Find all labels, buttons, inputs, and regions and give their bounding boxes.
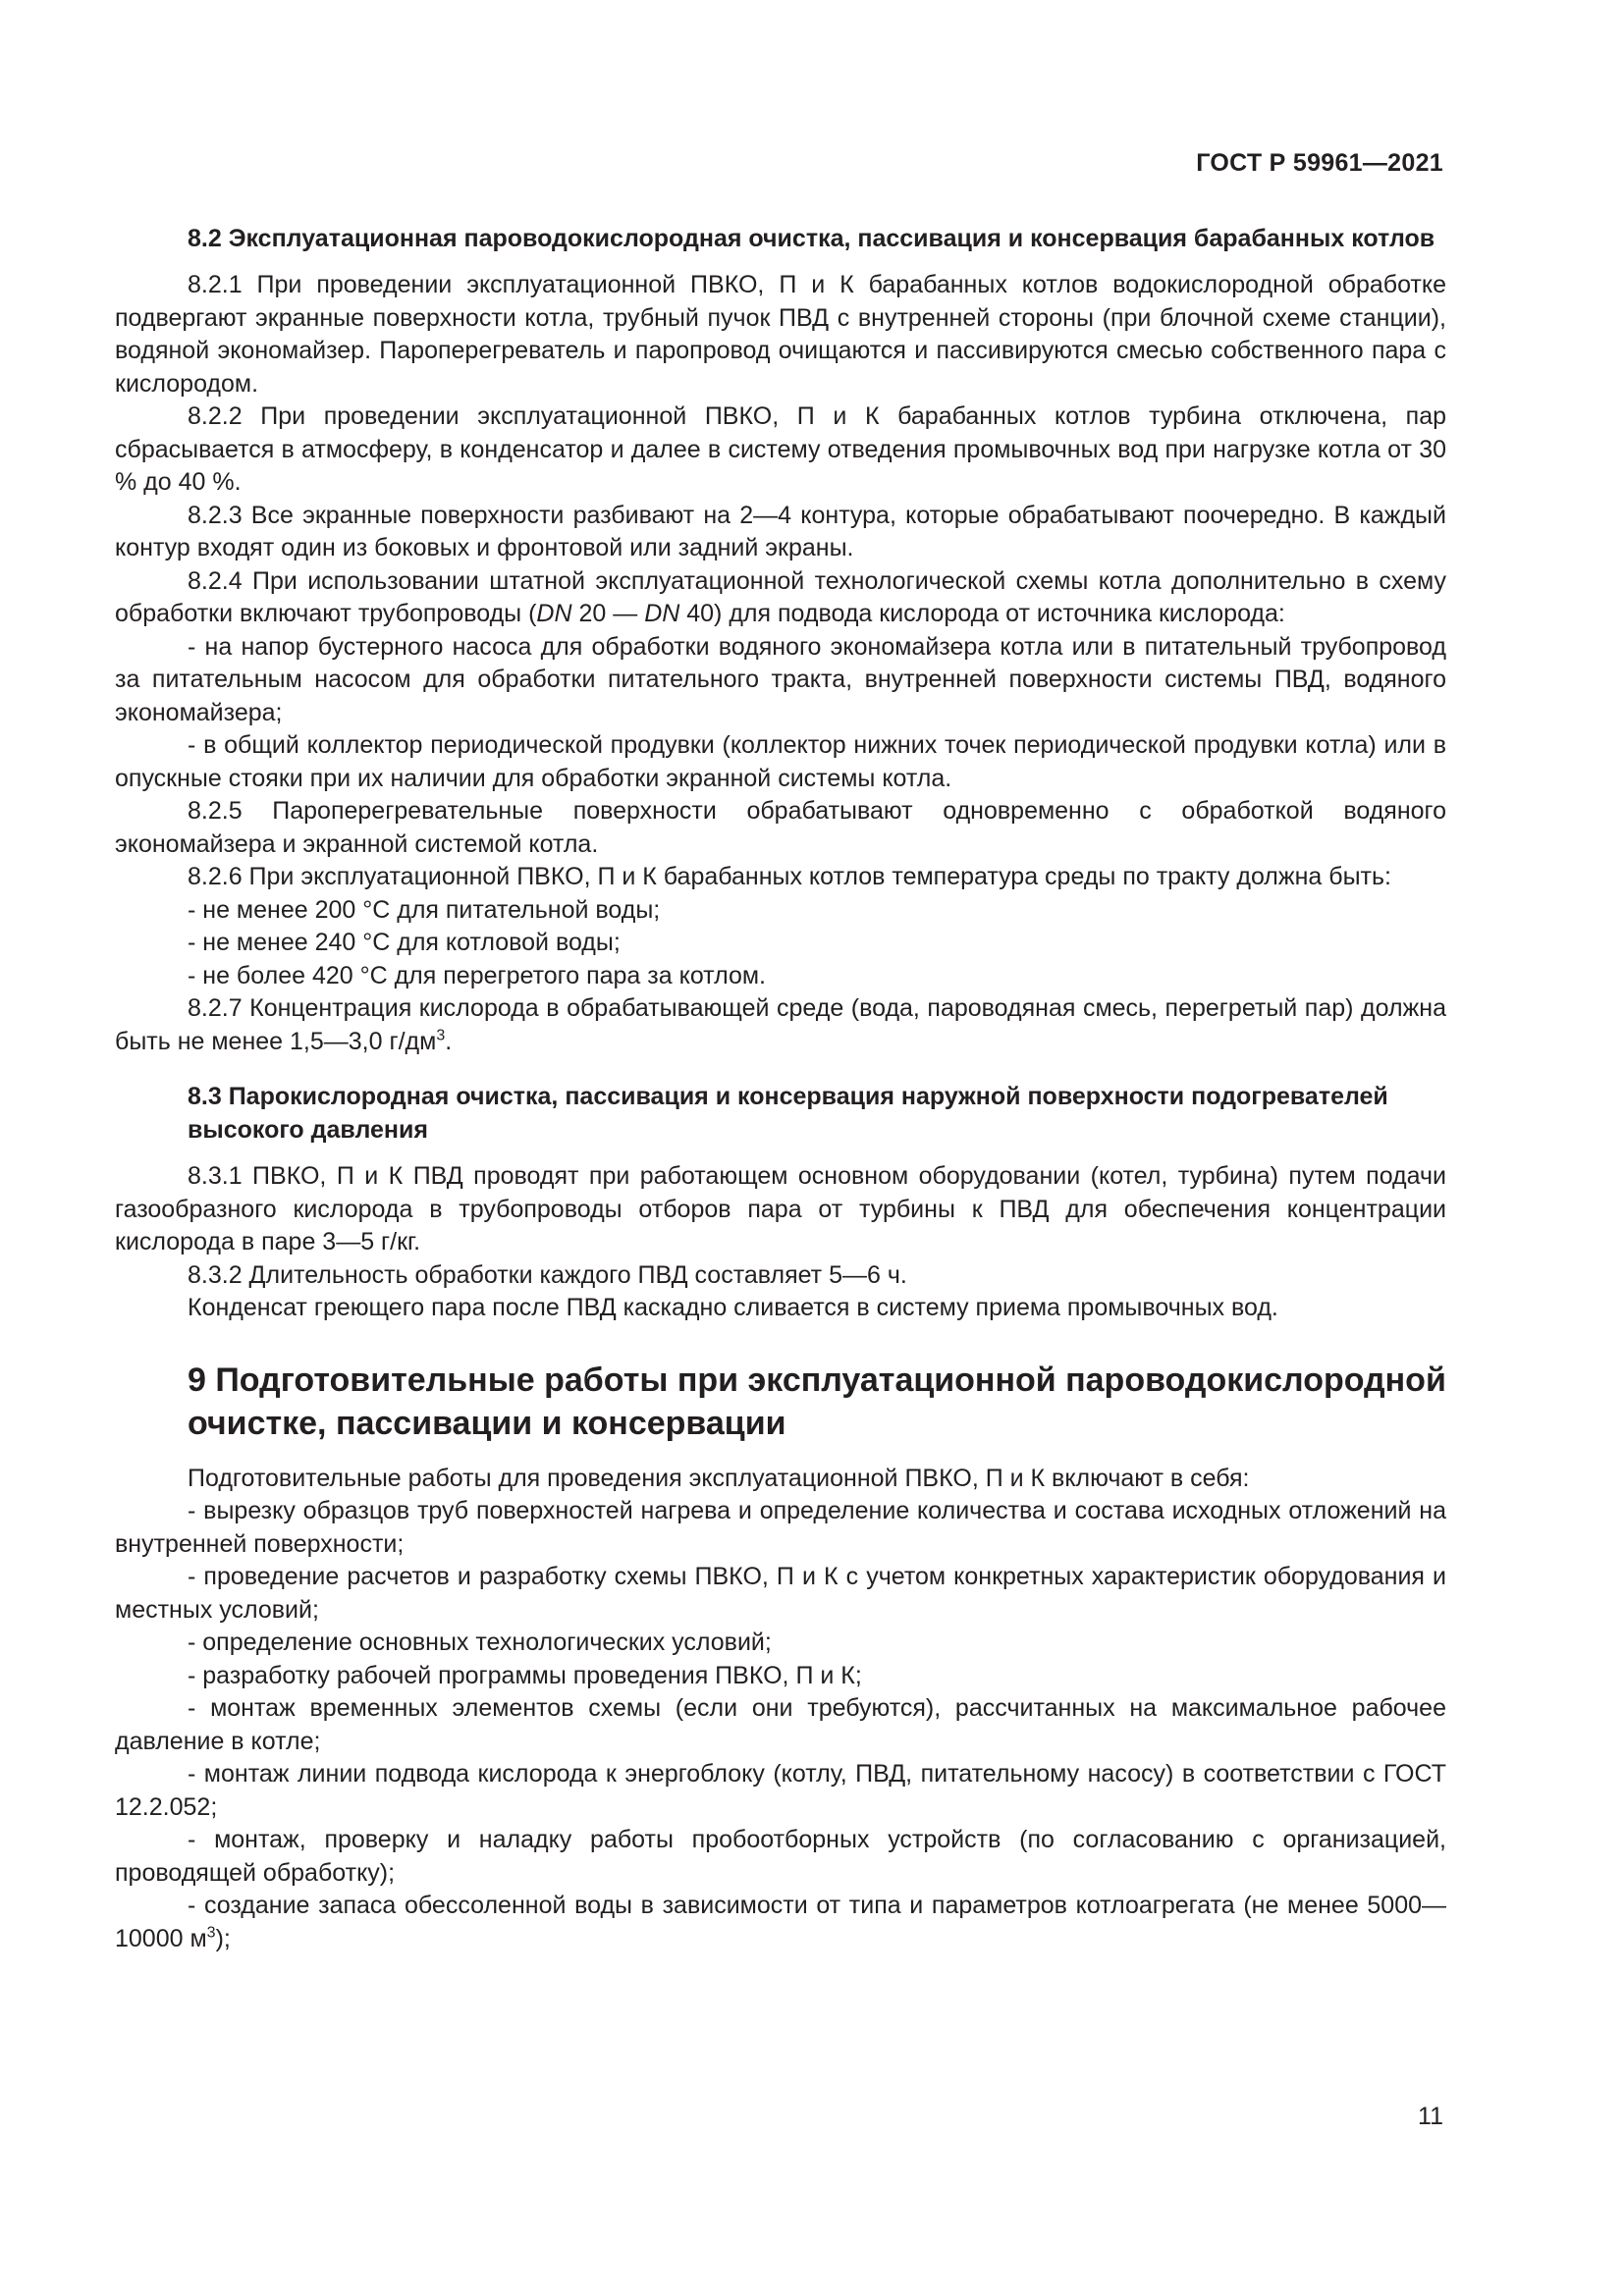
paragraph-8-2-6: 8.2.6 При эксплуатационной ПВКО, П и К барабанных котлов температура среды по тракту должна быть: xyxy=(188,863,1391,890)
list-item: - не менее 240 °С для котловой воды; xyxy=(188,929,621,956)
list-item: - монтаж линии подвода кислорода к энергоблоку (котлу, ПВД, питательному насосу) в соответствии с ГОСТ 12.2.052; xyxy=(115,1760,1446,1821)
document-header: ГОСТ Р 59961—2021 xyxy=(1196,149,1443,177)
paragraph-8-2-4: 8.2.4 При использовании штатной эксплуатационной технологической схемы котла дополнительно в схему обработки включают трубопроводы (DN 20 — DN 40) для подвода кислорода от источника кислорода: xyxy=(115,566,1446,627)
paragraph-8-3-2: 8.3.2 Длительность обработки каждого ПВД составляет 5—6 ч. xyxy=(188,1260,907,1289)
list-item: - проведение расчетов и разработку схемы ПВКО, П и К с учетом конкретных характеристик оборудования и местных условий; xyxy=(115,1563,1446,1624)
page-number: 11 xyxy=(1418,2103,1443,2130)
section-8-3-title: 8.3 Парокислородная очистка, пассивация и консервация наружной поверхности подогревателей высокого давления xyxy=(188,1083,1388,1144)
document-body xyxy=(115,222,1446,1955)
list-item: - определение основных технологических условий; xyxy=(188,1629,772,1656)
paragraph-8-2-7: 8.2.7 Концентрация кислорода в обрабатывающей среде (вода, пароводяная смесь, перегретый пар) должна быть не менее 1,5—3,0 $г/дм^3$. xyxy=(115,994,1446,1055)
paragraph-8-2-3: 8.2.3 Все экранные поверхности разбивают на 2—4 контура, которые обрабатывают поочередно. В каждый контур входят один из боковых и фронтовой или задний экраны. xyxy=(115,501,1446,561)
paragraph-8-2-5: 8.2.5 Пароперегревательные поверхности обрабатывают одновременно с обработкой водяного экономайзера и экранной системой котла. xyxy=(115,797,1446,858)
section-8-2-title: 8.2 Эксплуатационная пароводокислородная очистка, пассивация и консервация барабанных котлов xyxy=(188,225,1435,252)
list-item: - в общий коллектор периодической продувки (коллектор нижних точек периодической продувки котла) или в опускные стояки при их наличии для обработки экранной системы котла. xyxy=(115,731,1446,792)
list-item: - создание запаса обессоленной воды в зависимости от типа и параметров котлоагрегата (не менее 5000—10000 $м^3$); xyxy=(115,1892,1446,1952)
list-item: - не более 420 °С для перегретого пара за котлом. xyxy=(188,961,766,989)
paragraph-8-3-3: Конденсат греющего пара после ПВД каскадно сливается в систему приема промывочных вод. xyxy=(188,1294,1278,1321)
paragraph-8-3-1: 8.3.1 ПВКО, П и К ПВД проводят при работающем основном оборудовании (котел, турбина) путем подачи газообразного кислорода в трубопроводы отборов пара от турбины к ПВД для обеспечения концентрации кислорода в паре 3—5 г/кг. xyxy=(115,1162,1446,1255)
paragraph-9-intro: Подготовительные работы для проведения эксплуатационной ПВКО, П и К включают в себя: xyxy=(188,1464,1250,1492)
paragraph-8-2-1: 8.2.1 При проведении эксплуатационной ПВКО, П и К барабанных котлов водокислородной обработке подвергают экранные поверхности котла, трубный пучок ПВД с внутренней стороны (при блочной схеме станции), водяной экономайзер. Пароперегреватель и паропровод очищаются и пассивируются смесью собственного пара с кислородом. xyxy=(115,271,1446,398)
list-item: - монтаж временных элементов схемы (если они требуются), рассчитанных на максимальное рабочее давление в котле; xyxy=(115,1694,1446,1755)
chapter-9-title: 9 Подготовительные работы при эксплуатационной пароводокислородной очистке, пассивации и консервации xyxy=(188,1361,1446,1442)
list-item: - разработку рабочей программы проведения ПВКО, П и К; xyxy=(188,1661,862,1689)
list-item: - на напор бустерного насоса для обработки водяного экономайзера котла или в питательный трубопровод за питательным насосом для обработки питательного тракта, внутренней поверхности системы ПВД, водяного экономайзера; xyxy=(115,632,1446,726)
paragraph-8-2-2: 8.2.2 При проведении эксплуатационной ПВКО, П и К барабанных котлов турбина отключена, пар сбрасывается в атмосферу, в конденсатор и далее в систему отведения промывочных вод при нагрузке котла от 30 % до 40 %. xyxy=(115,402,1446,496)
list-item: - монтаж, проверку и наладку работы пробоотборных устройств (по согласованию с организацией, проводящей обработку); xyxy=(115,1826,1446,1887)
list-item: - вырезку образцов труб поверхностей нагрева и определение количества и состава исходных отложений на внутренней поверхности; xyxy=(115,1497,1446,1558)
list-item: - не менее 200 °С для питательной воды; xyxy=(188,895,661,924)
